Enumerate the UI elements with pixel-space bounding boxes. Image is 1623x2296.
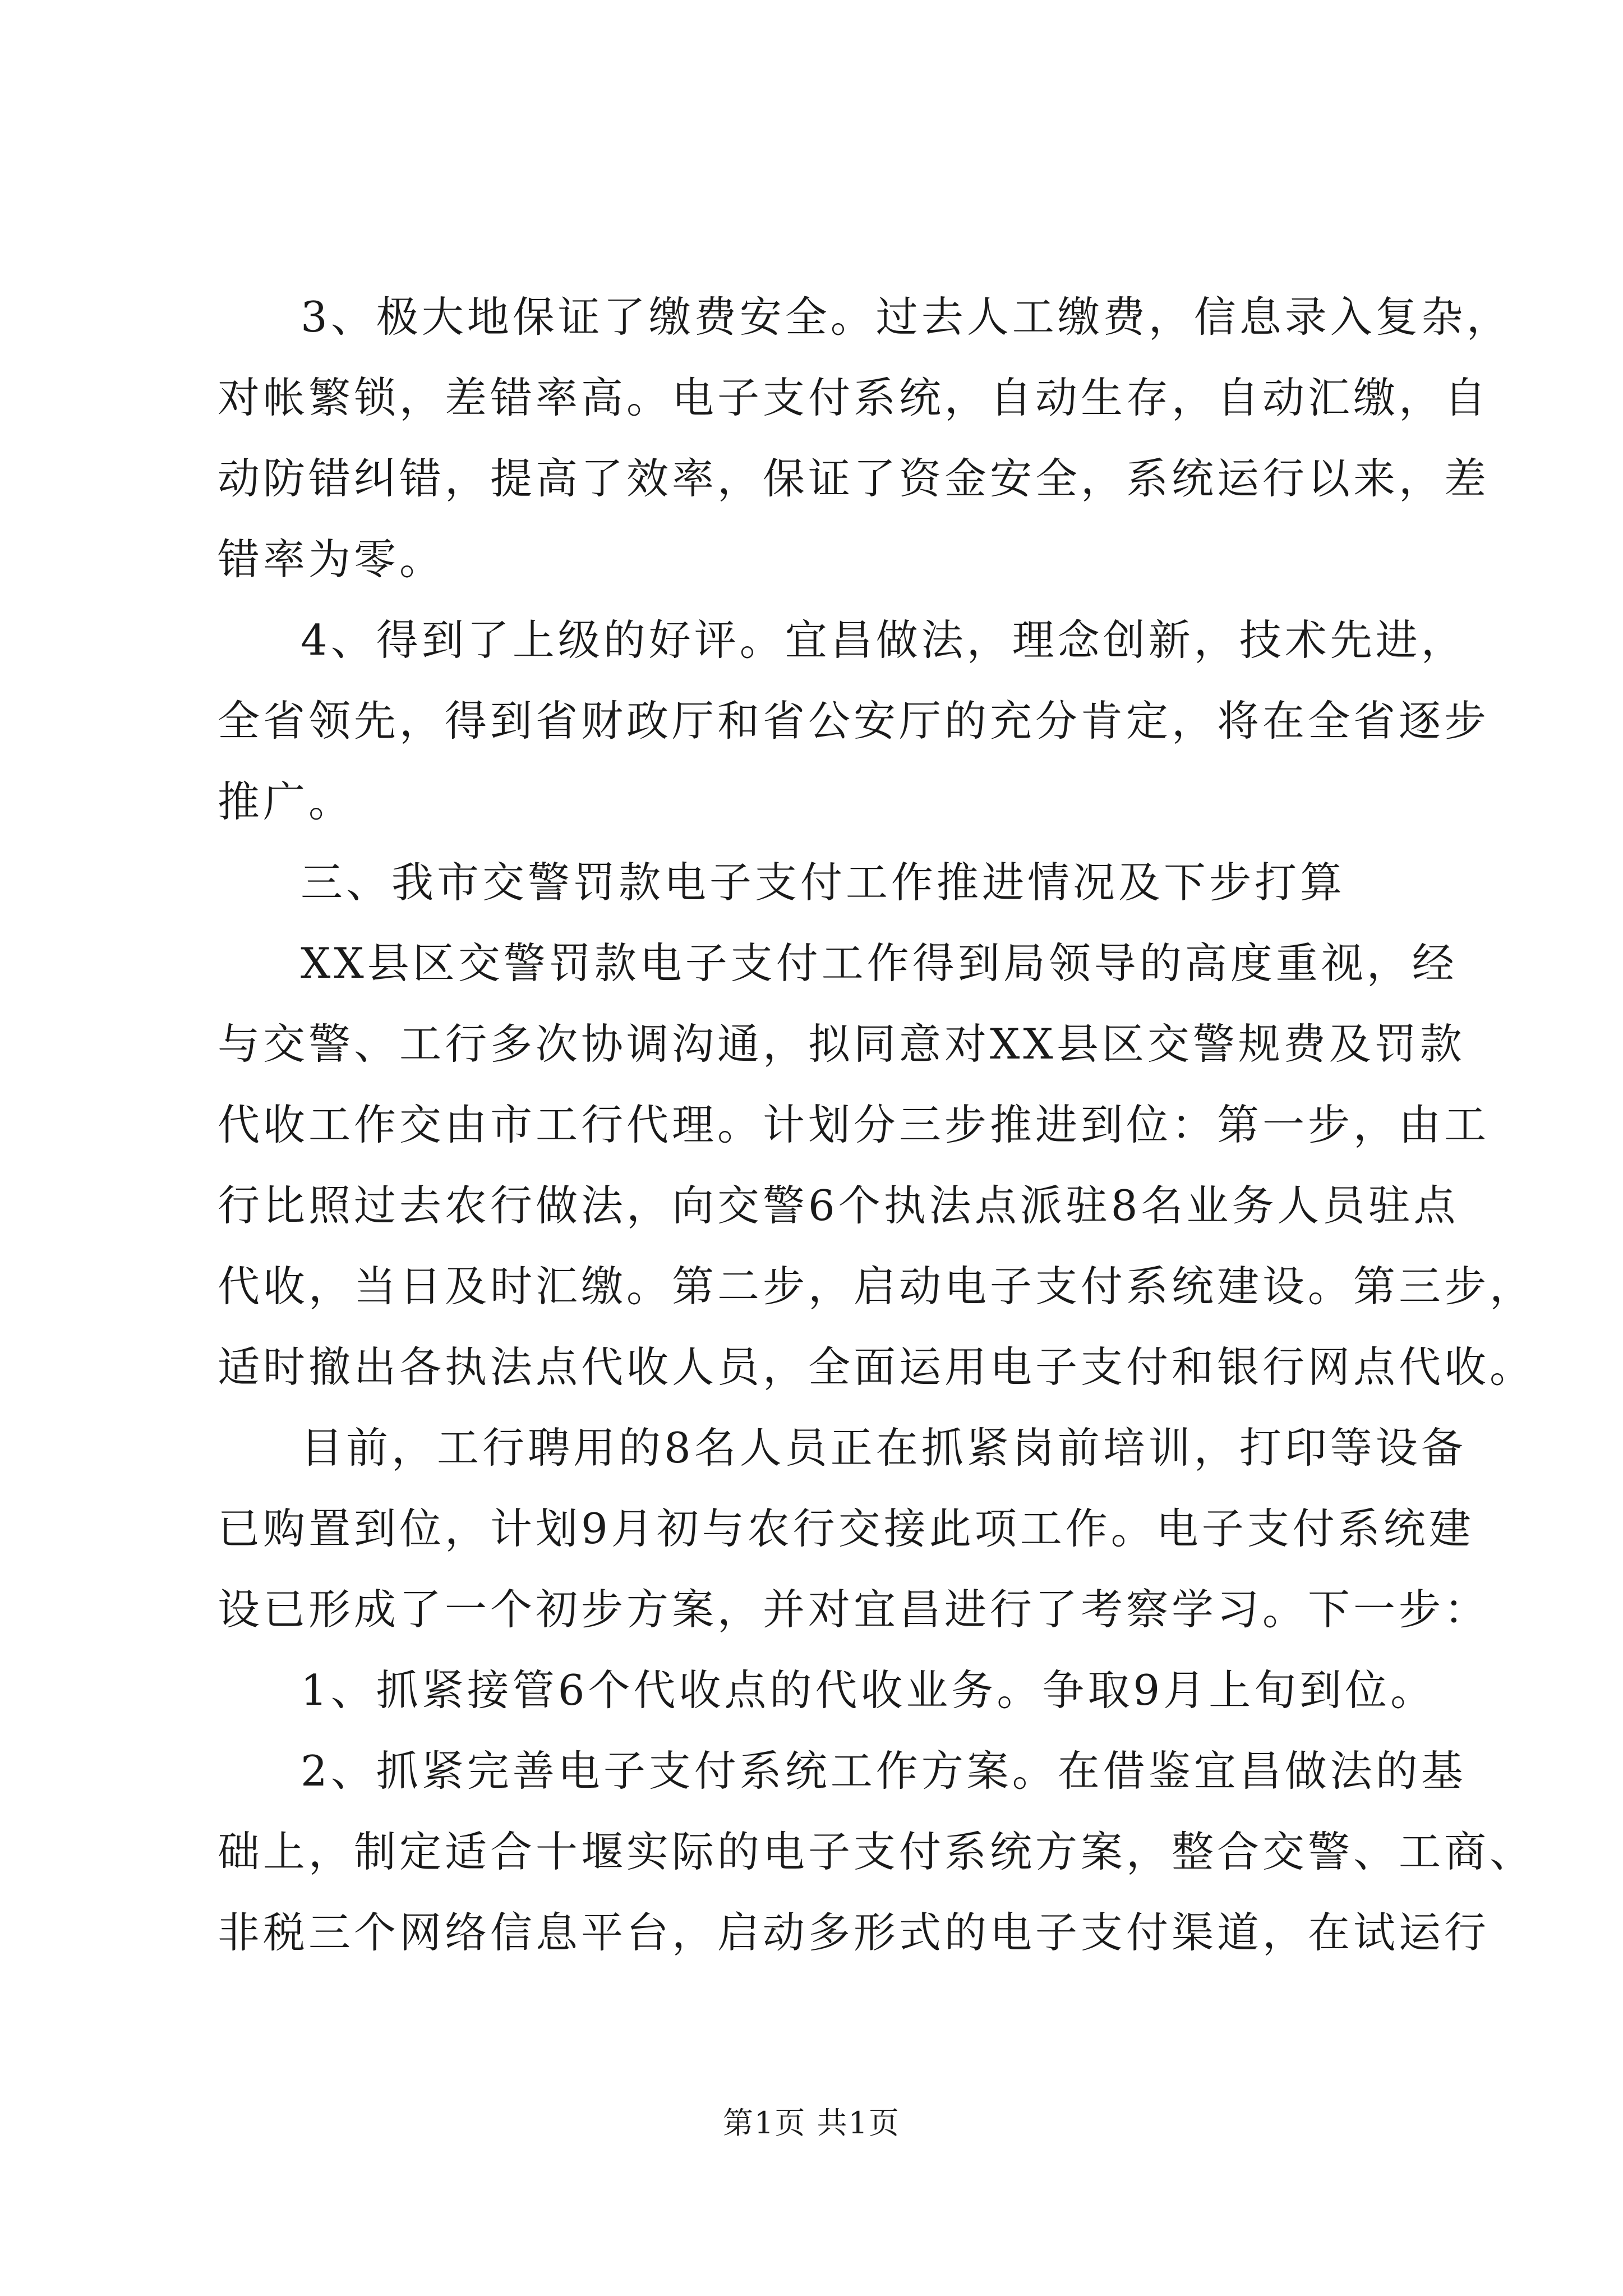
body-line-10: 与交警、工行多次协调沟通，拟同意对XX县区交警规费及罚款 bbox=[218, 1019, 1465, 1069]
body-line-20: 础上，制定适合十堰实际的电子支付系统方案，整合交警、工商、 bbox=[218, 1827, 1536, 1876]
page-footer: 第1页 共1页 bbox=[723, 2105, 900, 2141]
section-heading: 三、我市交警罚款电子支付工作推进情况及下步打算 bbox=[301, 858, 1346, 907]
body-line-21: 非税三个网络信息平台，启动多形式的电子支付渠道，在试运行 bbox=[218, 1908, 1490, 1957]
body-line-17: 设已形成了一个初步方案，并对宜昌进行了考察学习。下一步： bbox=[218, 1585, 1490, 1634]
body-line-18: 1、抓紧接管6个代收点的代收业务。争取9月上旬到位。 bbox=[301, 1665, 1436, 1715]
body-line-2: 对帐繁锁，差错率高。电子支付系统，自动生存，自动汇缴，自 bbox=[218, 373, 1490, 422]
body-line-4: 错率为零。 bbox=[218, 535, 445, 584]
body-line-6: 全省领先，得到省财政厅和省公安厅的充分肯定，将在全省逐步 bbox=[218, 696, 1490, 746]
body-line-19: 2、抓紧完善电子支付系统工作方案。在借鉴宜昌做法的基 bbox=[301, 1746, 1467, 1796]
body-line-9: XX县区交警罚款电子支付工作得到局领导的高度重视，经 bbox=[301, 938, 1458, 988]
body-line-7: 推广。 bbox=[218, 777, 354, 826]
body-line-1: 3、极大地保证了缴费安全。过去人工缴费，信息录入复杂， bbox=[301, 292, 1512, 342]
body-line-5: 4、得到了上级的好评。宜昌做法，理念创新，技术先进， bbox=[301, 615, 1467, 665]
body-line-14: 适时撤出各执法点代收人员，全面运用电子支付和银行网点代收。 bbox=[218, 1342, 1536, 1392]
body-line-3: 动防错纠错，提高了效率，保证了资金安全，系统运行以来，差 bbox=[218, 454, 1490, 503]
body-line-13: 代收，当日及时汇缴。第二步，启动电子支付系统建设。第三步， bbox=[218, 1262, 1536, 1311]
body-line-12: 行比照过去农行做法，向交警6个执法点派驻8名业务人员驻点 bbox=[218, 1181, 1459, 1230]
body-line-16: 已购置到位，计划9月初与农行交接此项工作。电子支付系统建 bbox=[218, 1504, 1474, 1553]
body-line-15: 目前，工行聘用的8名人员正在抓紧岗前培训，打印等设备 bbox=[301, 1423, 1467, 1473]
body-line-11: 代收工作交由市工行代理。计划分三步推进到位：第一步，由工 bbox=[218, 1100, 1490, 1149]
